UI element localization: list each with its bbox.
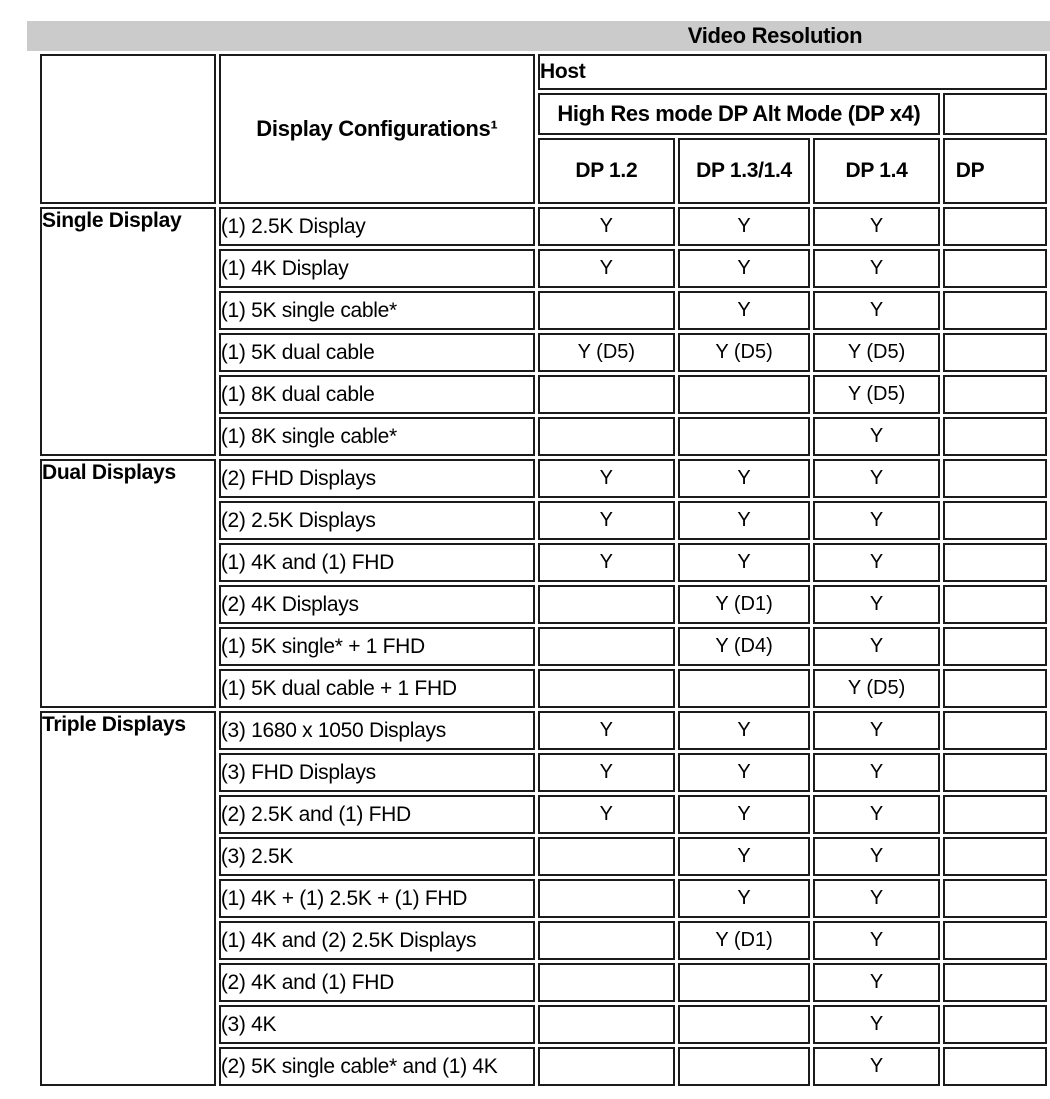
mode-group2-header <box>943 93 1047 135</box>
config-cell: (3) 4K <box>219 1005 535 1044</box>
clipped-value-cell <box>943 627 1047 666</box>
value-cell <box>538 585 675 624</box>
clipped-value-cell <box>943 963 1047 1002</box>
value-cell: Y <box>538 249 675 288</box>
value-cell <box>538 291 675 330</box>
table-row <box>40 207 1047 246</box>
value-cell: Y (D4) <box>678 627 811 666</box>
value-cell <box>678 669 811 708</box>
config-cell: (1) 5K dual cable + 1 FHD <box>219 669 535 708</box>
column-header-dp12: DP 1.2 <box>538 138 675 204</box>
config-cell: (2) 5K single cable* and (1) 4K <box>219 1047 535 1086</box>
config-cell: (1) 5K single* + 1 FHD <box>219 627 535 666</box>
clipped-value-cell <box>943 333 1047 372</box>
config-cell: (1) 4K and (2) 2.5K Displays <box>219 921 535 960</box>
value-cell: Y <box>813 753 939 792</box>
value-cell: Y (D5) <box>813 669 939 708</box>
clipped-value-cell <box>943 543 1047 582</box>
value-cell: Y <box>813 501 939 540</box>
group-label-cell: Dual Displays <box>40 459 216 708</box>
value-cell: Y <box>678 291 811 330</box>
value-cell <box>678 1047 811 1086</box>
value-cell <box>678 417 811 456</box>
clipped-value-cell <box>943 669 1047 708</box>
value-cell: Y <box>538 207 675 246</box>
value-cell: Y (D1) <box>678 921 811 960</box>
config-cell: (1) 4K and (1) FHD <box>219 543 535 582</box>
value-cell: Y <box>813 207 939 246</box>
value-cell: Y <box>678 837 811 876</box>
value-cell: Y (D5) <box>538 333 675 372</box>
value-cell <box>538 1005 675 1044</box>
value-cell: Y <box>813 711 939 750</box>
clipped-value-cell <box>943 837 1047 876</box>
column-header-dp1314: DP 1.3/1.4 <box>678 138 811 204</box>
config-cell: (3) FHD Displays <box>219 753 535 792</box>
config-cell: (2) 2.5K Displays <box>219 501 535 540</box>
value-cell: Y <box>678 249 811 288</box>
value-cell: Y <box>678 879 811 918</box>
config-cell: (3) 1680 x 1050 Displays <box>219 711 535 750</box>
value-cell: Y <box>678 501 811 540</box>
value-cell: Y <box>813 417 939 456</box>
value-cell: Y <box>678 711 811 750</box>
mode-group-header: High Res mode DP Alt Mode (DP x4) <box>538 93 940 135</box>
value-cell <box>538 921 675 960</box>
value-cell: Y <box>813 963 939 1002</box>
corner-cell <box>40 54 216 204</box>
value-cell <box>678 375 811 414</box>
table-row <box>40 711 1047 750</box>
value-cell: Y <box>813 459 939 498</box>
config-cell: (2) 4K and (1) FHD <box>219 963 535 1002</box>
value-cell: Y (D5) <box>678 333 811 372</box>
config-cell: (3) 2.5K <box>219 837 535 876</box>
value-cell: Y <box>538 459 675 498</box>
value-cell: Y <box>538 795 675 834</box>
config-cell: (1) 5K single cable* <box>219 291 535 330</box>
clipped-value-cell <box>943 417 1047 456</box>
config-cell: (1) 4K Display <box>219 249 535 288</box>
value-cell: Y <box>538 543 675 582</box>
value-cell <box>538 879 675 918</box>
config-cell: (1) 4K + (1) 2.5K + (1) FHD <box>219 879 535 918</box>
clipped-value-cell <box>943 753 1047 792</box>
host-header-row <box>40 54 1047 90</box>
column-header-dp-clipped: DP <box>943 138 1047 204</box>
table-title-bar <box>27 21 1050 51</box>
value-cell <box>678 963 811 1002</box>
config-cell: (2) FHD Displays <box>219 459 535 498</box>
group-label-cell: Triple Displays <box>40 711 216 1086</box>
clipped-value-cell <box>943 501 1047 540</box>
config-cell: (2) 4K Displays <box>219 585 535 624</box>
video-resolution-table <box>37 51 1050 1089</box>
config-cell: (1) 2.5K Display <box>219 207 535 246</box>
value-cell: Y <box>538 753 675 792</box>
value-cell: Y <box>813 1047 939 1086</box>
table-row <box>40 459 1047 498</box>
config-cell: (1) 8K dual cable <box>219 375 535 414</box>
clipped-value-cell <box>943 291 1047 330</box>
value-cell: Y <box>813 879 939 918</box>
value-cell: Y <box>813 249 939 288</box>
value-cell: Y <box>813 543 939 582</box>
value-cell <box>538 837 675 876</box>
value-cell <box>538 627 675 666</box>
clipped-value-cell <box>943 207 1047 246</box>
value-cell: Y <box>678 207 811 246</box>
value-cell <box>538 375 675 414</box>
value-cell <box>538 963 675 1002</box>
config-cell: (2) 2.5K and (1) FHD <box>219 795 535 834</box>
value-cell <box>538 1047 675 1086</box>
clipped-value-cell <box>943 459 1047 498</box>
value-cell: Y <box>813 795 939 834</box>
clipped-value-cell <box>943 711 1047 750</box>
group-label-cell: Single Display <box>40 207 216 456</box>
clipped-value-cell <box>943 249 1047 288</box>
clipped-value-cell <box>943 921 1047 960</box>
clipped-value-cell <box>943 1047 1047 1086</box>
value-cell: Y <box>678 753 811 792</box>
value-cell: Y <box>813 921 939 960</box>
column-header-dp14: DP 1.4 <box>813 138 939 204</box>
value-cell <box>538 417 675 456</box>
clipped-value-cell <box>943 585 1047 624</box>
value-cell <box>678 1005 811 1044</box>
clipped-value-cell <box>943 879 1047 918</box>
clipped-value-cell <box>943 1005 1047 1044</box>
table-title: Video Resolution <box>687 23 863 48</box>
value-cell: Y (D5) <box>813 375 939 414</box>
display-configurations-header: Display Configurations¹ <box>219 54 535 204</box>
value-cell: Y (D1) <box>678 585 811 624</box>
value-cell: Y <box>813 291 939 330</box>
value-cell: Y <box>813 585 939 624</box>
value-cell: Y <box>813 627 939 666</box>
config-cell: (1) 5K dual cable <box>219 333 535 372</box>
value-cell: Y <box>538 711 675 750</box>
value-cell: Y <box>678 459 811 498</box>
value-cell: Y <box>813 837 939 876</box>
value-cell: Y <box>538 501 675 540</box>
value-cell <box>538 669 675 708</box>
value-cell: Y <box>678 543 811 582</box>
value-cell: Y <box>678 795 811 834</box>
value-cell: Y (D5) <box>813 333 939 372</box>
config-cell: (1) 8K single cable* <box>219 417 535 456</box>
value-cell: Y <box>813 1005 939 1044</box>
host-header: Host <box>538 54 1047 90</box>
clipped-value-cell <box>943 375 1047 414</box>
clipped-value-cell <box>943 795 1047 834</box>
